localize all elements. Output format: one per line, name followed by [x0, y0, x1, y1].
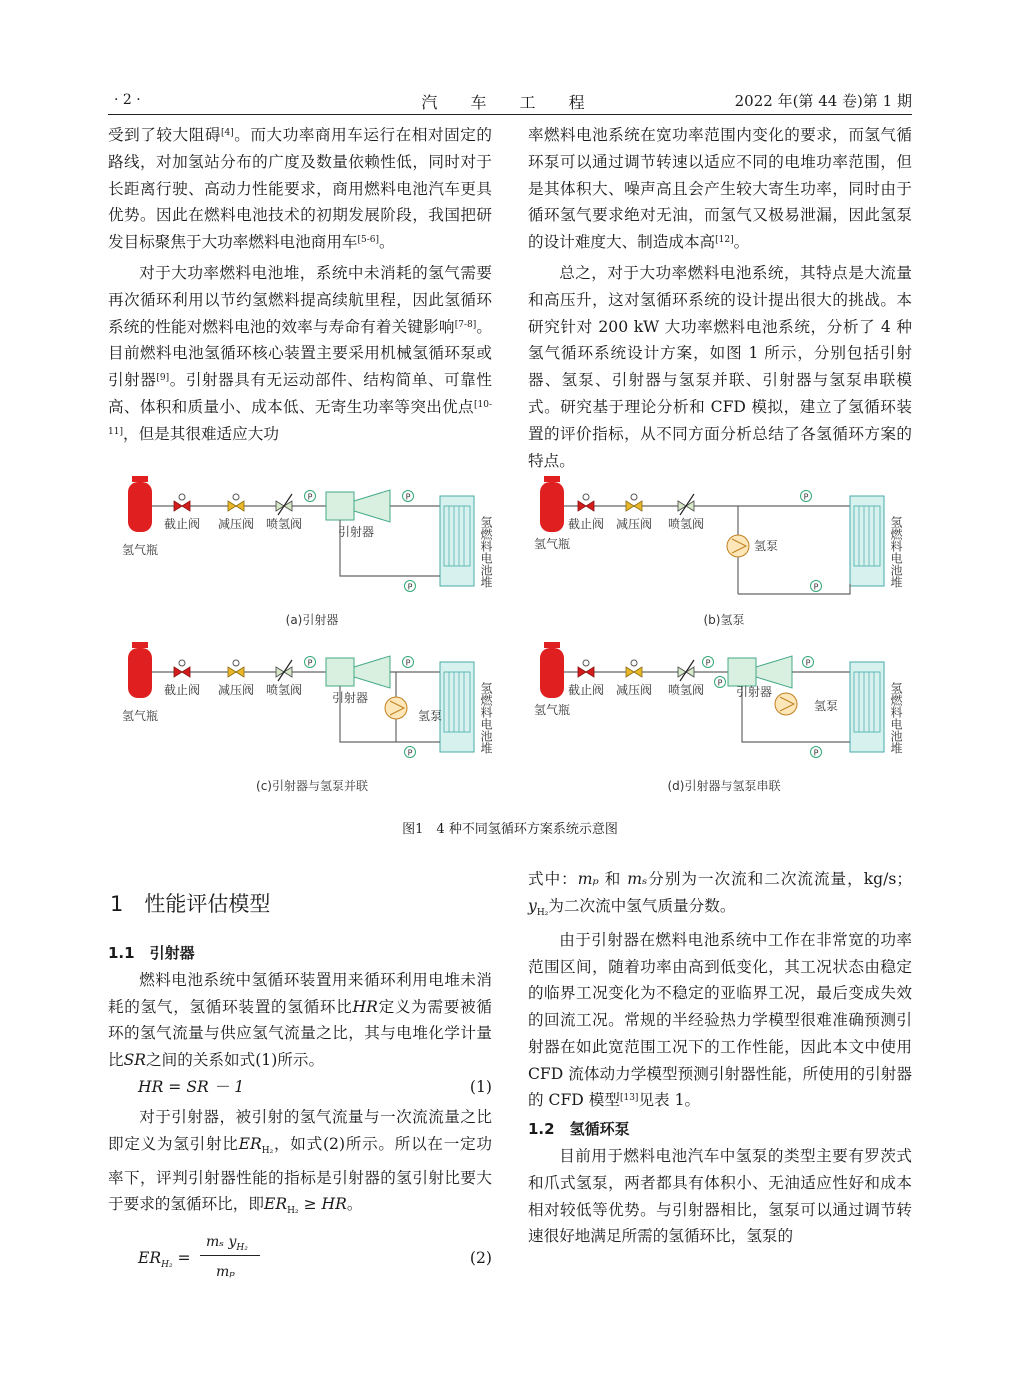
label-shutoff-valve: 截止阀 — [567, 683, 605, 697]
upper-right-column — [528, 122, 912, 474]
label-pump: 氢泵 — [753, 539, 779, 553]
label-pressure-reducer: 减压阀 — [615, 517, 653, 531]
equation-2: $ER_{H_2}$ = mₛ $y_{H_2}$ mₚ (2) — [138, 1234, 492, 1281]
lower-right-column — [528, 866, 912, 1250]
paragraph: 率燃料电池系统在宽功率范围内变化的要求，而氢气循环泵可以通过调节转速以适应不同的电堆功率范围，但是其体积大、噪声高且会产生较大寄生功率，同时由于循环氢气要求绝对无油，而氢气又极易泄漏，因此氢泵的设计难度大、制造成本高[12]。 — [528, 126, 912, 252]
subfigure-c-caption: (c)引射器与氢泵并联 — [256, 779, 368, 793]
label-stack: 氢燃料电池堆 — [889, 516, 903, 588]
upper-left-column — [108, 122, 492, 448]
label-stack: 氢燃料电池堆 — [479, 516, 493, 588]
label-tank: 氢气瓶 — [121, 543, 159, 557]
label-pressure-reducer: 减压阀 — [615, 683, 653, 697]
paragraph: 式中：mₚ 和 mₛ分别为一次流和二次流流量，kg/s；$y_{H_2}$为二次流中氢气质量分数。 — [528, 870, 912, 918]
label-tank: 氢气瓶 — [121, 709, 159, 723]
subfigure-c — [122, 642, 493, 793]
subfigure-d-caption: (d)引射器与氢泵串联 — [667, 779, 781, 793]
section-heading: 1 性能评估模型 — [110, 892, 271, 916]
label-injector-valve: 喷氢阀 — [667, 517, 705, 531]
label-pressure-reducer: 减压阀 — [217, 683, 255, 697]
label-shutoff-valve: 截止阀 — [567, 517, 605, 531]
subsection-heading: 1.1 引射器 — [108, 944, 195, 962]
label-tank: 氢气瓶 — [533, 537, 571, 551]
label-stack: 氢燃料电池堆 — [889, 682, 903, 754]
label-pump: 氢泵 — [814, 699, 839, 713]
label-injector-valve: 喷氢阀 — [265, 517, 303, 531]
paragraph: 目前用于燃料电池汽车中氢泵的类型主要有罗茨式和爪式氢泵，两者都具有体积小、无油适应性好和成本相对较低等优势。与引射器相比，氢泵可以通过调节转速很好地满足所需的氢循环比，氢泵的 — [528, 1147, 912, 1246]
running-header — [108, 88, 912, 115]
label-ejector: 引射器 — [337, 525, 375, 539]
subfigure-b — [534, 476, 903, 627]
subfigure-d — [534, 642, 903, 793]
paragraph: 受到了较大阻碍[4]。而大功率商用车运行在相对固定的路线，对加氢站分布的广度及数量依赖性低，同时对于长距离行驶、高动力性能要求，商用燃料电池汽车更具优势。因此在燃料电池技术的初期发展阶段，我国把研发目标聚焦于大功率燃料电池商用车[5-6]。 — [108, 126, 492, 252]
label-injector-valve: 喷氢阀 — [667, 683, 705, 697]
subfigure-a-caption: (a)引射器 — [285, 613, 339, 627]
label-shutoff-valve: 截止阀 — [163, 517, 201, 531]
label-injector-valve: 喷氢阀 — [265, 683, 303, 697]
lower-left-column — [108, 940, 492, 1291]
equation-1: HR = SR － 1 (1) — [138, 1077, 492, 1096]
journal-title: 汽 车 工 程 — [421, 93, 599, 112]
label-stack: 氢燃料电池堆 — [479, 682, 493, 754]
issue-info: 2022 年(第 44 卷)第 1 期 — [734, 92, 912, 110]
figure-caption: 图1 4 种不同氢循环方案系统示意图 — [402, 822, 618, 837]
label-tank: 氢气瓶 — [533, 703, 571, 717]
page-number: · 2 · — [114, 92, 141, 108]
label-pump: 氢泵 — [418, 709, 443, 723]
figure-1 — [109, 472, 922, 800]
label-shutoff-valve: 截止阀 — [163, 683, 201, 697]
subsection-heading: 1.2 氢循环泵 — [528, 1120, 630, 1139]
label-ejector: 引射器 — [331, 691, 369, 705]
label-pressure-reducer: 减压阀 — [217, 517, 255, 531]
paragraph: 燃料电池系统中氢循环装置用来循环利用电堆未消耗的氢气，氢循环装置的氢循环比HR定义为需要被循环的氢气流量与供应氢气流量之比，其与电堆化学计量比SR之间的关系如式(1)所示。 — [108, 970, 492, 1070]
subfigure-a — [122, 476, 493, 627]
system-schematic: P 氢气瓶 截止阀 减压阀 喷氢阀 引射器 氢燃料电池堆 (a)引射器 氢气瓶 截止阀 减压阀 喷氢阀 氢泵 氢燃料电池堆 (b)氢泵 氢气瓶 截止阀 减压阀 喷氢阀 引射器 氢泵 氢燃料电池堆 (c)引射器与氢泵并联 氢气瓶 截止阀 减压阀 喷氢阀 引射器 氢泵 氢燃料电池堆 (d)引射器与氢泵串联 — [109, 472, 903, 793]
paragraph: 对于大功率燃料电池堆，系统中未消耗的氢气需要再次循环利用以节约氢燃料提高续航里程，因此氢循环系统的性能对燃料电池的效率与寿命有着关键影响[7-8]。目前燃料电池氢循环核心装置主要采用机械氢循环泵或引射器[9]。引射器具有无运动部件、结构简单、可靠性高、体积和质量小、成本低、无寄生功率等突出优点[10-11]，但是其很难适应大功 — [108, 263, 492, 443]
paragraph: 总之，对于大功率燃料电池系统，其特点是大流量和高压升，这对氢循环系统的设计提出很大的挑战。本研究针对 200 kW 大功率燃料电池系统，分析了 4 种氢气循环系统设计方案，如图 1 所示，分别包括引射器、氢泵、引射器与氢泵并联、引射器与氢泵串联模式。研究基于理论分析和 CFD 模拟，建立了氢循环装置的评价指标，从不同方面分析总结了各氢循环方案的特点。 — [528, 263, 912, 470]
label-ejector: 引射器 — [735, 685, 773, 699]
subfigure-b-caption: (b)氢泵 — [703, 613, 745, 627]
paragraph: 由于引射器在燃料电池系统中工作在非常宽的功率范围区间，随着功率由高到低变化，其工况状态由稳定的临界工况变化为不稳定的亚临界工况，最后变成失效的回流工况。常规的半经验热力学模型很难准确预测引射器在如此宽范围工况下的工作性能，因此本文中使用 CFD 流体动力学模型预测引射器性能，所使用的引射器的 CFD 模型[13]见表 1。 — [528, 930, 912, 1110]
paragraph: 对于引射器，被引射的氢气流量与一次流流量之比即定义为氢引射比$ER_{H_2}$，如式(2)所示。所以在一定功率下，评判引射器性能的指标是引射器的氢引射比要大于要求的氢循环比，即$ER_{H_2}$ ≥ HR。 — [108, 1107, 492, 1217]
